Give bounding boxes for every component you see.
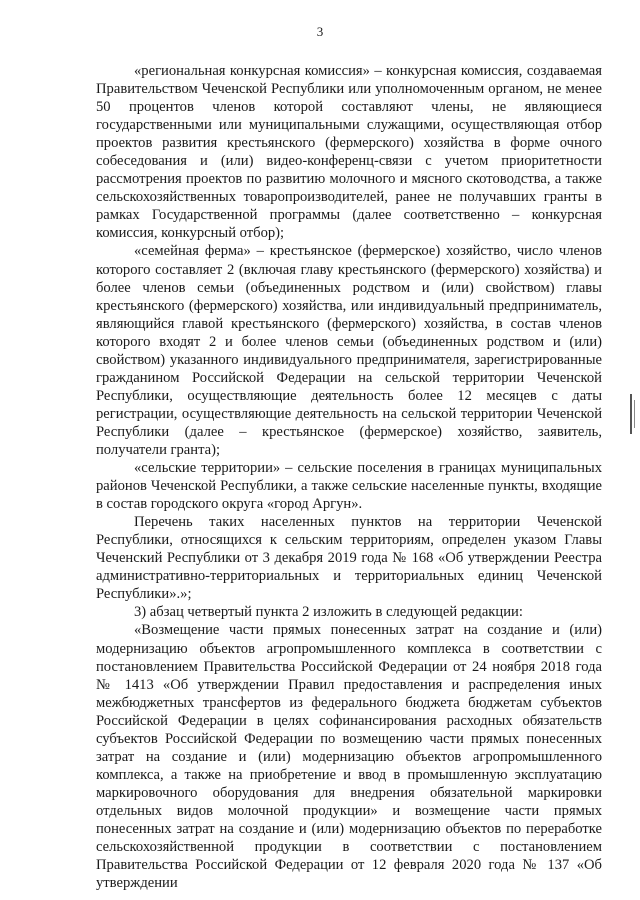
scan-edge-mark <box>630 394 632 434</box>
scan-edge-mark-thin <box>634 400 635 428</box>
paragraph-amendment-item-3: 3) абзац четвертый пункта 2 изложить в следующей редакции: <box>134 604 523 621</box>
document-body <box>96 62 602 892</box>
page-number: 3 <box>316 24 324 39</box>
paragraph-cost-reimbursement: «Возмещение части прямых понесенных затрат на создание и (или) модернизацию объектов агропромышленного комплекса в соответствии с постановлением Правительства Российской Федерации от 24 ноября 2018 года № 1413 «Об утверждении Правил предоставления и распределения иных межбюджетных трансфертов из федерального бюджета бюджетам субъектов Российской Федерации в целях софинансирования расходных обязательств субъектов Российской Федерации по возмещению части прямых понесенных затрат на создание и (или) модернизацию объектов агропромышленного комплекса, а также на приобретение и ввод в промышленную эксплуатацию маркировочного оборудования для внедрения обязательной маркировки отдельных видов молочной продукции» и возмещение части прямых понесенных затрат на создание и (или) модернизацию объектов по переработке сельскохозяйственной продукции в соответствии с постановлением Правительства Российской Федерации от 12 февраля 2020 года № 137 «Об утверждении <box>96 622 602 892</box>
paragraph-regional-commission: «региональная конкурсная комиссия» – конкурсная комиссия, создаваемая Правительством Чеченской Республики или уполномоченным органом, не менее 50 процентов членов которой составляют члены, не являющиеся государственными или муниципальными служащими, осуществляющая отбор проектов развития крестьянского (фермерского) хозяйства в форме очного собеседования и (или) видео-конференц-связи с учетом приоритетности рассмотрения проектов по развитию молочного и мясного скотоводства, а также сельскохозяйственных товаропроизводителей, ранее не получавших гранты в рамках Государственной программы (далее соответственно – конкурсная комиссия, конкурсный отбор); <box>96 63 602 242</box>
paragraph-settlements-list: Перечень таких населенных пунктов на территории Чеченской Республики, относящихся к сельским территориям, определен указом Главы Чеченский Республики от 3 декабря 2019 года № 168 «Об утверждении Реестра административно-территориальных и территориальных единиц Чеченской Республики».»; <box>96 514 602 603</box>
paragraph-rural-territories: «сельские территории» – сельские поселения в границах муниципальных районов Чеченской Республики, а также сельские населенные пункты, входящие в состав городского округа «город Аргун». <box>96 460 602 513</box>
paragraph-family-farm: «семейная ферма» – крестьянское (фермерское) хозяйство, число членов которого составляет 2 (включая главу крестьянского (фермерского) хозяйства) и более членов семьи (объединенных родством и (или) свойством) главы крестьянского (фермерского) хозяйства, или индивидуальный предприниматель, являющийся главой крестьянского (фермерского) хозяйства, в состав членов которого входят 2 и более членов семьи (объединенных родством и (или) свойством) указанного индивидуального предпринимателя, зарегистрированные гражданином Российской Федерации на сельской территории Чеченской Республики, осуществляющие деятельность более 12 месяцев с даты регистрации, осуществляющие деятельность на сельской территории Чеченской Республики (далее – крестьянское (фермерское) хозяйство, заявитель, получатели гранта); <box>96 243 602 458</box>
